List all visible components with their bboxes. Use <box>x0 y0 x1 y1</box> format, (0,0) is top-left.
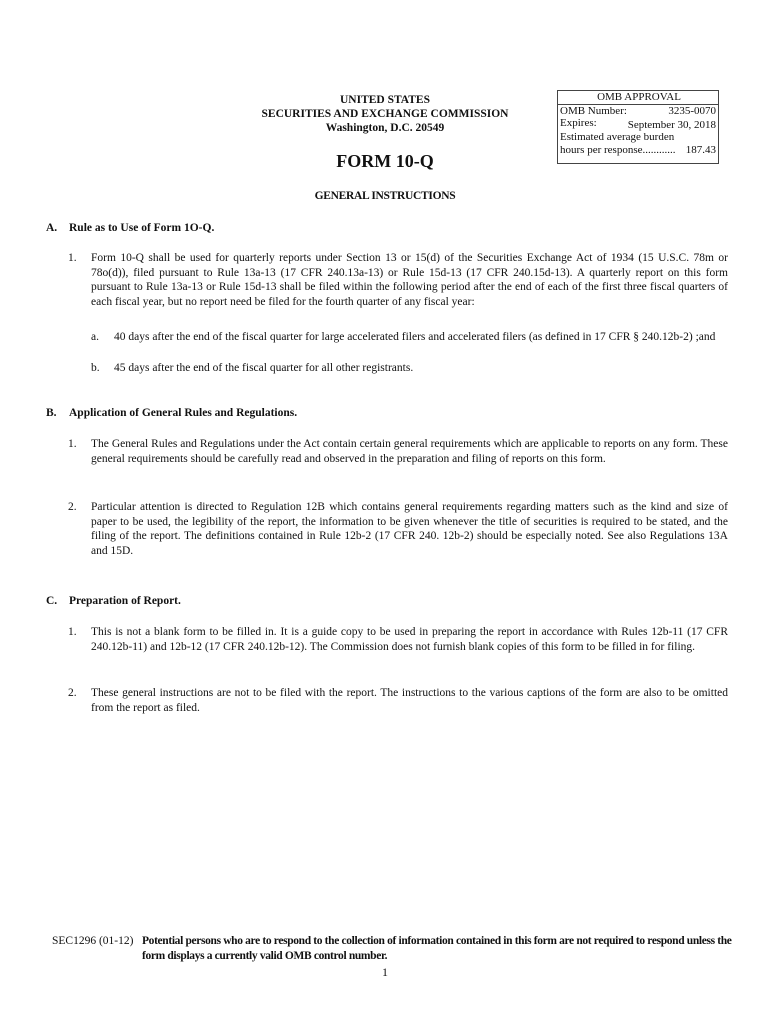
item-text: This is not a blank form to be filled in. It is a guide copy to be used in preparing the report in accordance with Rules 12b-11 (17 CFR 240.12b-11) and 12b-12 (17 CFR 240.12b-12). The Commission does not furnish blank copies of this form to be filled in for filing. <box>91 626 728 653</box>
page-footer <box>52 934 742 963</box>
item-text: Particular attention is directed to Regulation 12B which contains general requirements regarding matters such as the kind and size of paper to be used, the legibility of the report, the information to be given whenever the title of securities is required to be stated, and the filing of the report. The definitions contained in Rule 12b-2 (17 CFR 240. 12b-2) should be especially noted. See also Regulations 13A and 15D. <box>91 501 728 557</box>
general-instructions-heading: GENERAL INSTRUCTIONS <box>314 190 456 202</box>
item-text: Form 10-Q shall be used for quarterly reports under Section 13 or 15(d) of the Securities Exchange Act of 1934 (15 U.S.C. 78m or 78o(d)), filed pursuant to Rule 13a-13 (17 CFR 240.13a-13) or Rule 15d-13 (17 CFR 240.15d-13). A quarterly report on this form pursuant to Rule 13a-13 or Rule 15d-13 shall be filed within the following period after the end of each of the first three fiscal quarters of each fiscal year, but no report need be filed for the fourth quarter of any fiscal year: <box>91 252 728 308</box>
omb-hours-label: hours per response............ <box>560 143 676 156</box>
item-text: These general instructions are not to be filed with the report. The instructions to the various captions of the form are also to be omitted from the report as filed. <box>91 687 728 714</box>
section-a-letter: A. <box>46 222 58 234</box>
item-number: 2. <box>68 501 77 513</box>
page-number: 1 <box>382 965 388 979</box>
omb-hours-row <box>558 144 718 157</box>
item-number: 1. <box>68 626 77 638</box>
item-number: 2. <box>68 687 77 699</box>
agency-header <box>230 93 540 135</box>
section-a-sub-b <box>91 361 728 376</box>
section-b-title: Application of General Rules and Regulations. <box>69 407 298 419</box>
header-line-city: Washington, D.C. 20549 <box>325 122 445 134</box>
omb-expires-value: September 30, 2018 <box>627 119 716 131</box>
sub-text: 45 days after the end of the fiscal quarter for all other registrants. <box>114 362 414 374</box>
header-line-agency: SECURITIES AND EXCHANGE COMMISSION <box>261 108 509 120</box>
section-c-title: Preparation of Report. <box>69 595 181 607</box>
section-b-item-2 <box>68 500 728 558</box>
omb-notice: Potential persons who are to respond to the collection of information contained in this form are not required to respond unless the form displays a currently valid OMB control number. <box>142 935 732 962</box>
omb-title: OMB APPROVAL <box>558 91 718 105</box>
header-line-country: UNITED STATES <box>339 94 430 106</box>
omb-number-row <box>558 105 718 118</box>
section-a-title: Rule as to Use of Form 1O-Q. <box>69 222 215 234</box>
form-title: FORM 10-Q <box>336 151 434 171</box>
section-b-letter: B. <box>46 407 57 419</box>
section-c-letter: C. <box>46 595 58 607</box>
sub-letter: a. <box>91 331 99 343</box>
section-a-item-1 <box>68 251 728 309</box>
omb-number-value: 3235-0070 <box>668 104 716 117</box>
omb-burden-label: Estimated average burden <box>560 131 675 143</box>
item-number: 1. <box>68 252 77 264</box>
item-text: The General Rules and Regulations under the Act contain certain general requirements which are applicable to reports on any form. These general requirements should be carefully read and observed in the preparation and filing of reports on this form. <box>91 438 728 465</box>
omb-expires-label: Expires: <box>560 117 597 129</box>
section-c-item-2 <box>68 686 728 715</box>
section-a-heading <box>46 222 214 234</box>
sub-text: 40 days after the end of the fiscal quarter for large accelerated filers and accelerated filers (as defined in 17 CFR § 240.12b-2) ;and <box>114 331 716 343</box>
omb-hours-value: 187.43 <box>685 143 716 156</box>
section-c-heading <box>46 595 181 607</box>
section-c-item-1 <box>68 625 728 654</box>
section-a-sub-a <box>91 330 728 345</box>
omb-approval-box <box>557 90 719 164</box>
omb-expires-row <box>558 117 718 131</box>
sub-letter: b. <box>91 362 100 374</box>
section-b-item-1 <box>68 437 728 466</box>
section-b-heading <box>46 407 297 419</box>
omb-number-label: OMB Number: <box>560 104 627 117</box>
form-code: SEC1296 (01-12) <box>52 935 134 947</box>
item-number: 1. <box>68 438 77 450</box>
